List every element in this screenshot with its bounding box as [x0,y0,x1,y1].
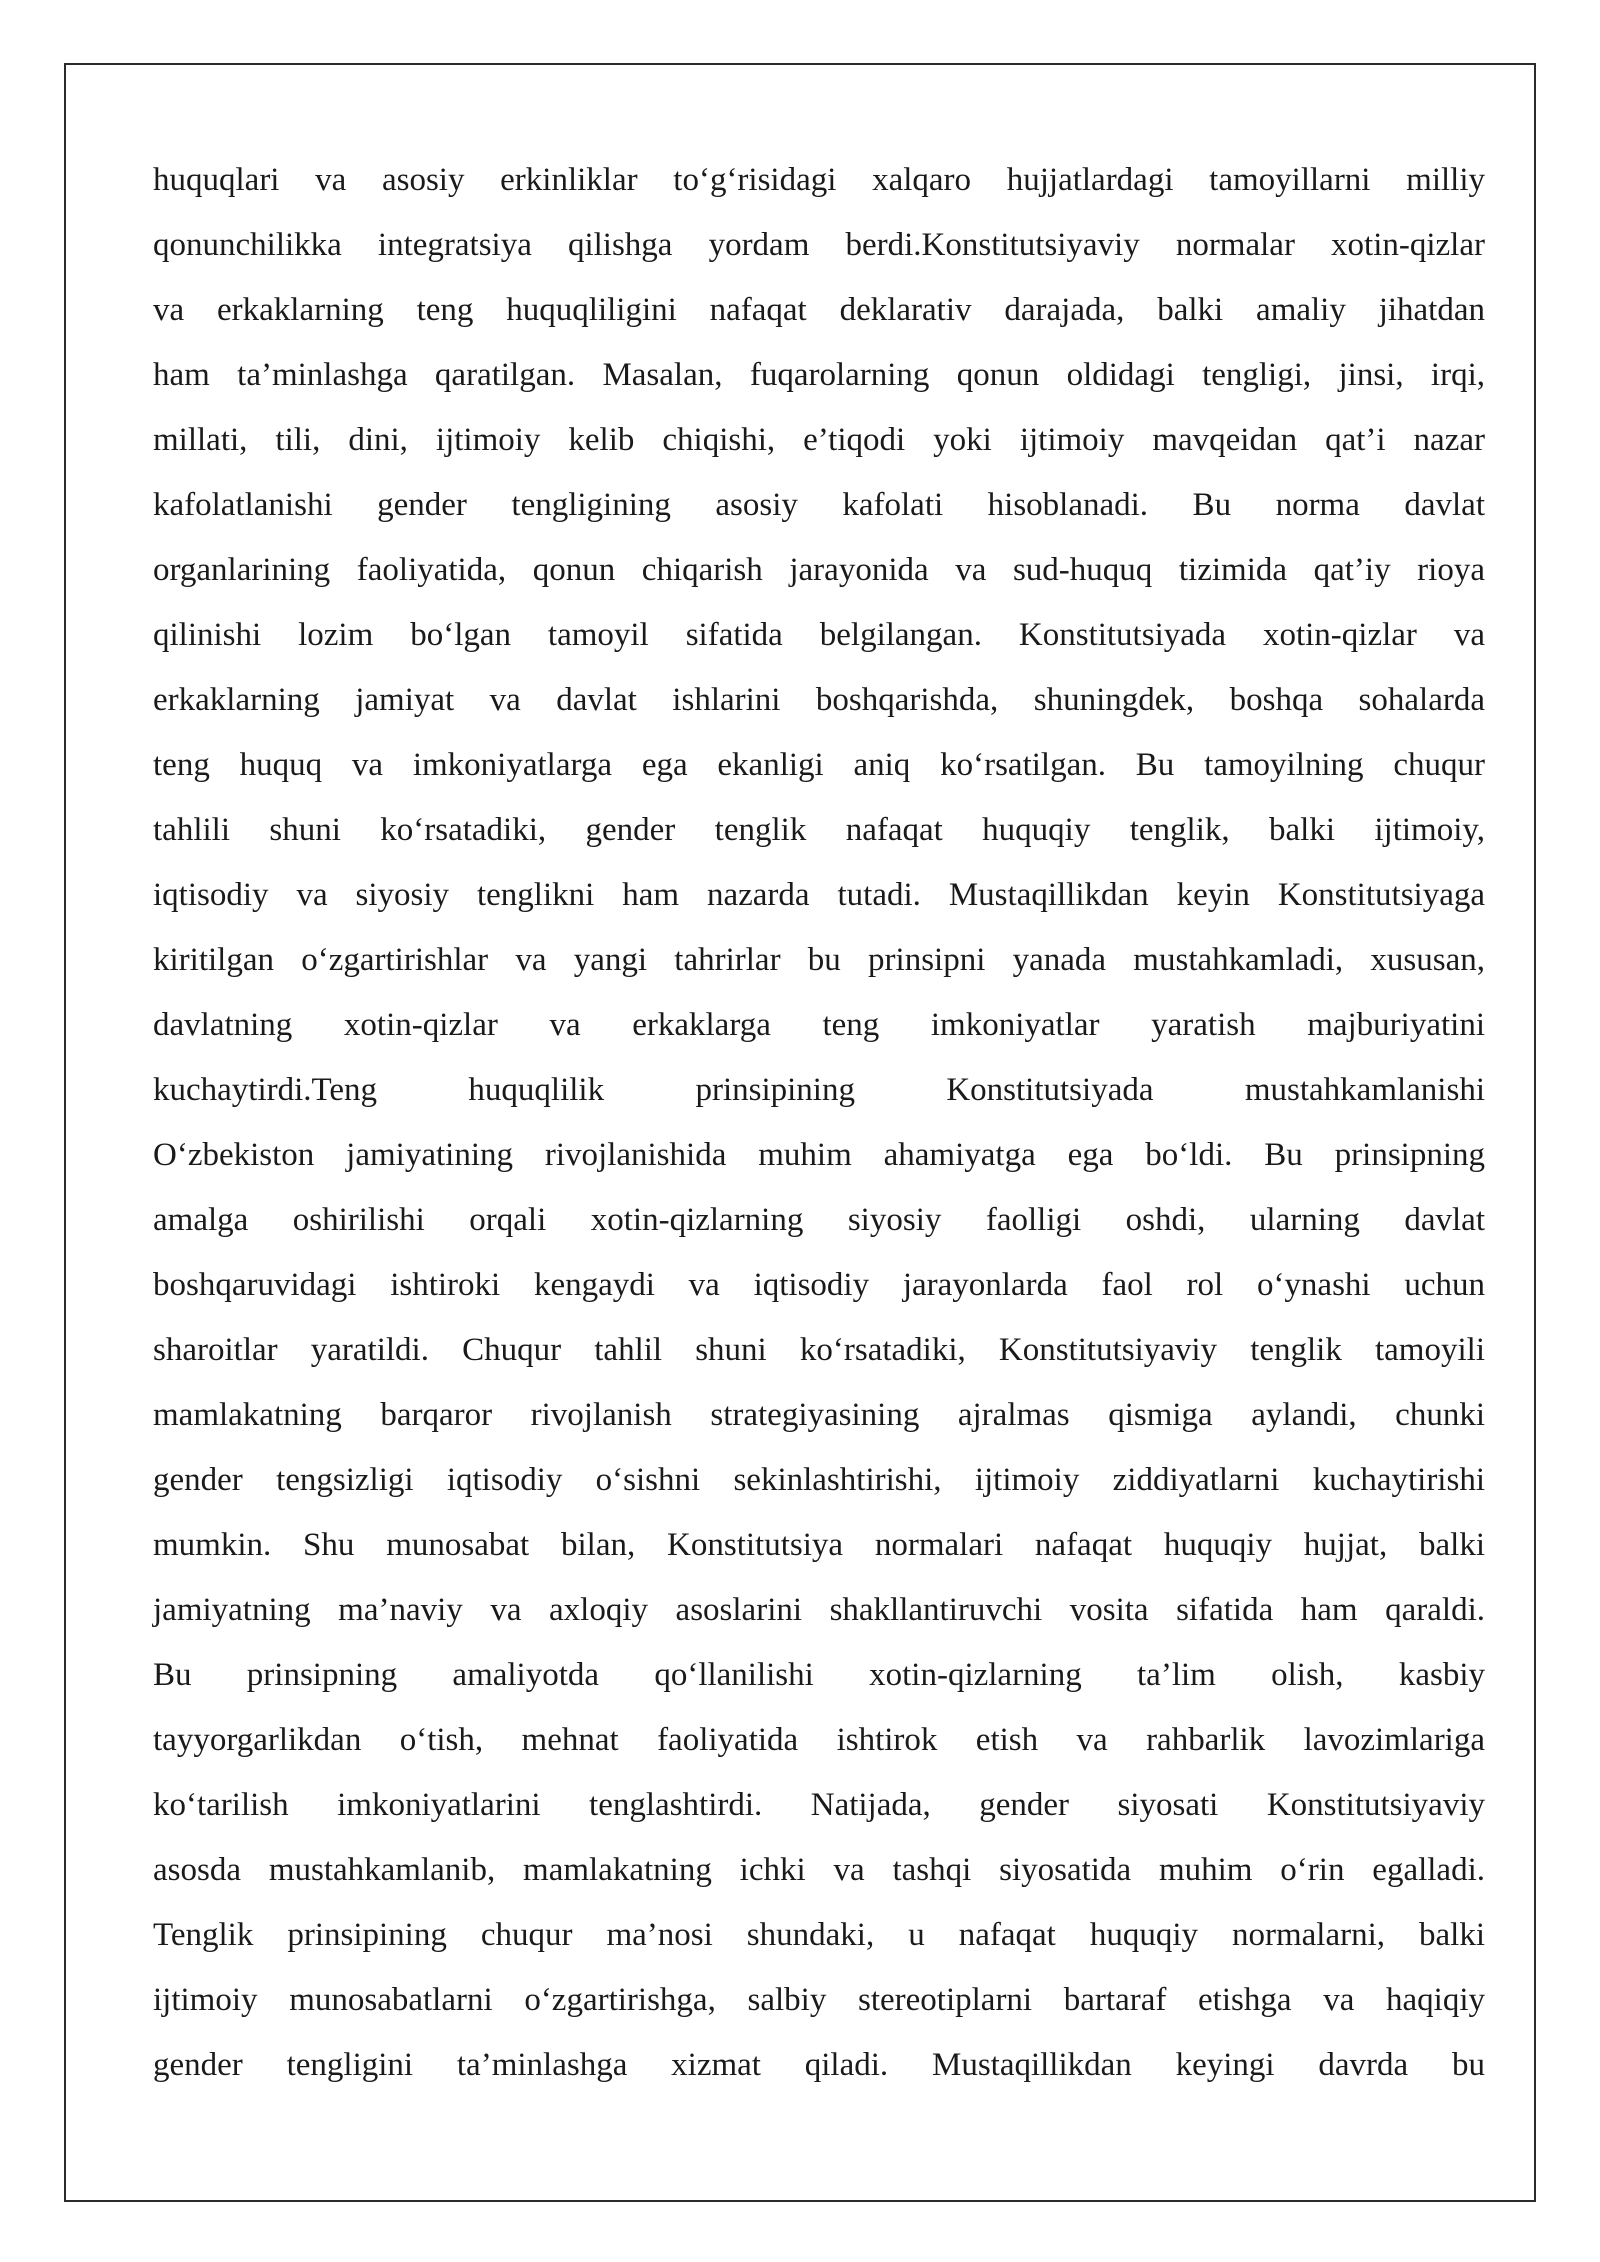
text-line-6: kafolatlanishi gender tengligining asosiy kafolati hisoblanadi. Bu norma davlat [153,487,1485,523]
text-line-2: qonunchilikka integratsiya qilishga yordam berdi.Konstitutsiyaviy normalar xotin-qizlar [153,227,1485,263]
text-line-20: mamlakatning barqaror rivojlanish strategiyasining ajralmas qismiga aylandi, chunki [153,1397,1485,1433]
text-line-28: Tenglik prinsipining chuqur ma’nosi shundaki, u nafaqat huquqiy normalarni, balki [153,1917,1485,1953]
text-line-7: organlarining faoliyatida, qonun chiqarish jarayonida va sud-huquq tizimida qat’iy rioya [153,552,1485,588]
text-line-25: tayyorgarlikdan o‘tish, mehnat faoliyatida ishtirok etish va rahbarlik lavozimlariga [153,1722,1485,1758]
text-line-10: teng huquq va imkoniyatlarga ega ekanligi aniq ko‘rsatilgan. Bu tamoyilning chuqur [153,747,1485,783]
text-line-15: kuchaytirdi.Teng huquqlilik prinsipining Konstitutsiyada mustahkamlanishi [153,1072,1485,1108]
text-line-17: amalga oshirilishi orqali xotin-qizlarning siyosiy faolligi oshdi, ularning davlat [153,1202,1485,1238]
text-line-4: ham ta’minlashga qaratilgan. Masalan, fuqarolarning qonun oldidagi tengligi, jinsi, irqi, [153,357,1485,393]
text-line-13: kiritilgan o‘zgartirishlar va yangi tahrirlar bu prinsipni yanada mustahkamladi, xususan, [153,942,1485,978]
text-line-8: qilinishi lozim bo‘lgan tamoyil sifatida belgilangan. Konstitutsiyada xotin-qizlar va [153,617,1485,653]
text-line-1: huquqlari va asosiy erkinliklar to‘g‘risidagi xalqaro hujjatlardagi tamoyillarni milliy [153,162,1485,198]
text-line-23: jamiyatning ma’naviy va axloqiy asoslarini shakllantiruvchi vosita sifatida ham qaraldi. [153,1592,1485,1628]
text-line-18: boshqaruvidagi ishtiroki kengaydi va iqtisodiy jarayonlarda faol rol o‘ynashi uchun [153,1267,1485,1303]
text-line-12: iqtisodiy va siyosiy tenglikni ham nazarda tutadi. Mustaqillikdan keyin Konstitutsiyaga [153,877,1485,913]
text-line-5: millati, tili, dini, ijtimoiy kelib chiqishi, e’tiqodi yoki ijtimoiy mavqeidan qat’i nazar [153,422,1485,458]
text-line-24: Bu prinsipning amaliyotda qo‘llanilishi xotin-qizlarning ta’lim olish, kasbiy [153,1657,1485,1693]
text-line-9: erkaklarning jamiyat va davlat ishlarini boshqarishda, shuningdek, boshqa sohalarda [153,682,1485,718]
text-line-30: gender tengligini ta’minlashga xizmat qiladi. Mustaqillikdan keyingi davrda bu [153,2047,1485,2083]
text-line-3: va erkaklarning teng huquqliligini nafaqat deklarativ darajada, balki amaliy jihatdan [153,292,1485,328]
text-line-27: asosda mustahkamlanib, mamlakatning ichki va tashqi siyosatida muhim o‘rin egalladi. [153,1852,1485,1888]
text-line-14: davlatning xotin-qizlar va erkaklarga teng imkoniyatlar yaratish majburiyatini [153,1007,1485,1043]
body-paragraph [153,148,1485,2098]
text-line-19: sharoitlar yaratildi. Chuqur tahlil shuni ko‘rsatadiki, Konstitutsiyaviy tenglik tamoyili [153,1332,1485,1368]
text-line-29: ijtimoiy munosabatlarni o‘zgartirishga, salbiy stereotiplarni bartaraf etishga va haqiqiy [153,1982,1485,2018]
text-line-11: tahlili shuni ko‘rsatadiki, gender tenglik nafaqat huquqiy tenglik, balki ijtimoiy, [153,812,1485,848]
text-line-26: ko‘tarilish imkoniyatlarini tenglashtirdi. Natijada, gender siyosati Konstitutsiyaviy [153,1787,1485,1823]
text-line-16: O‘zbekiston jamiyatining rivojlanishida muhim ahamiyatga ega bo‘ldi. Bu prinsipning [153,1137,1485,1173]
text-line-22: mumkin. Shu munosabat bilan, Konstitutsiya normalari nafaqat huquqiy hujjat, balki [153,1527,1485,1563]
text-line-21: gender tengsizligi iqtisodiy o‘sishni sekinlashtirishi, ijtimoiy ziddiyatlarni kuchaytirishi [153,1462,1485,1498]
